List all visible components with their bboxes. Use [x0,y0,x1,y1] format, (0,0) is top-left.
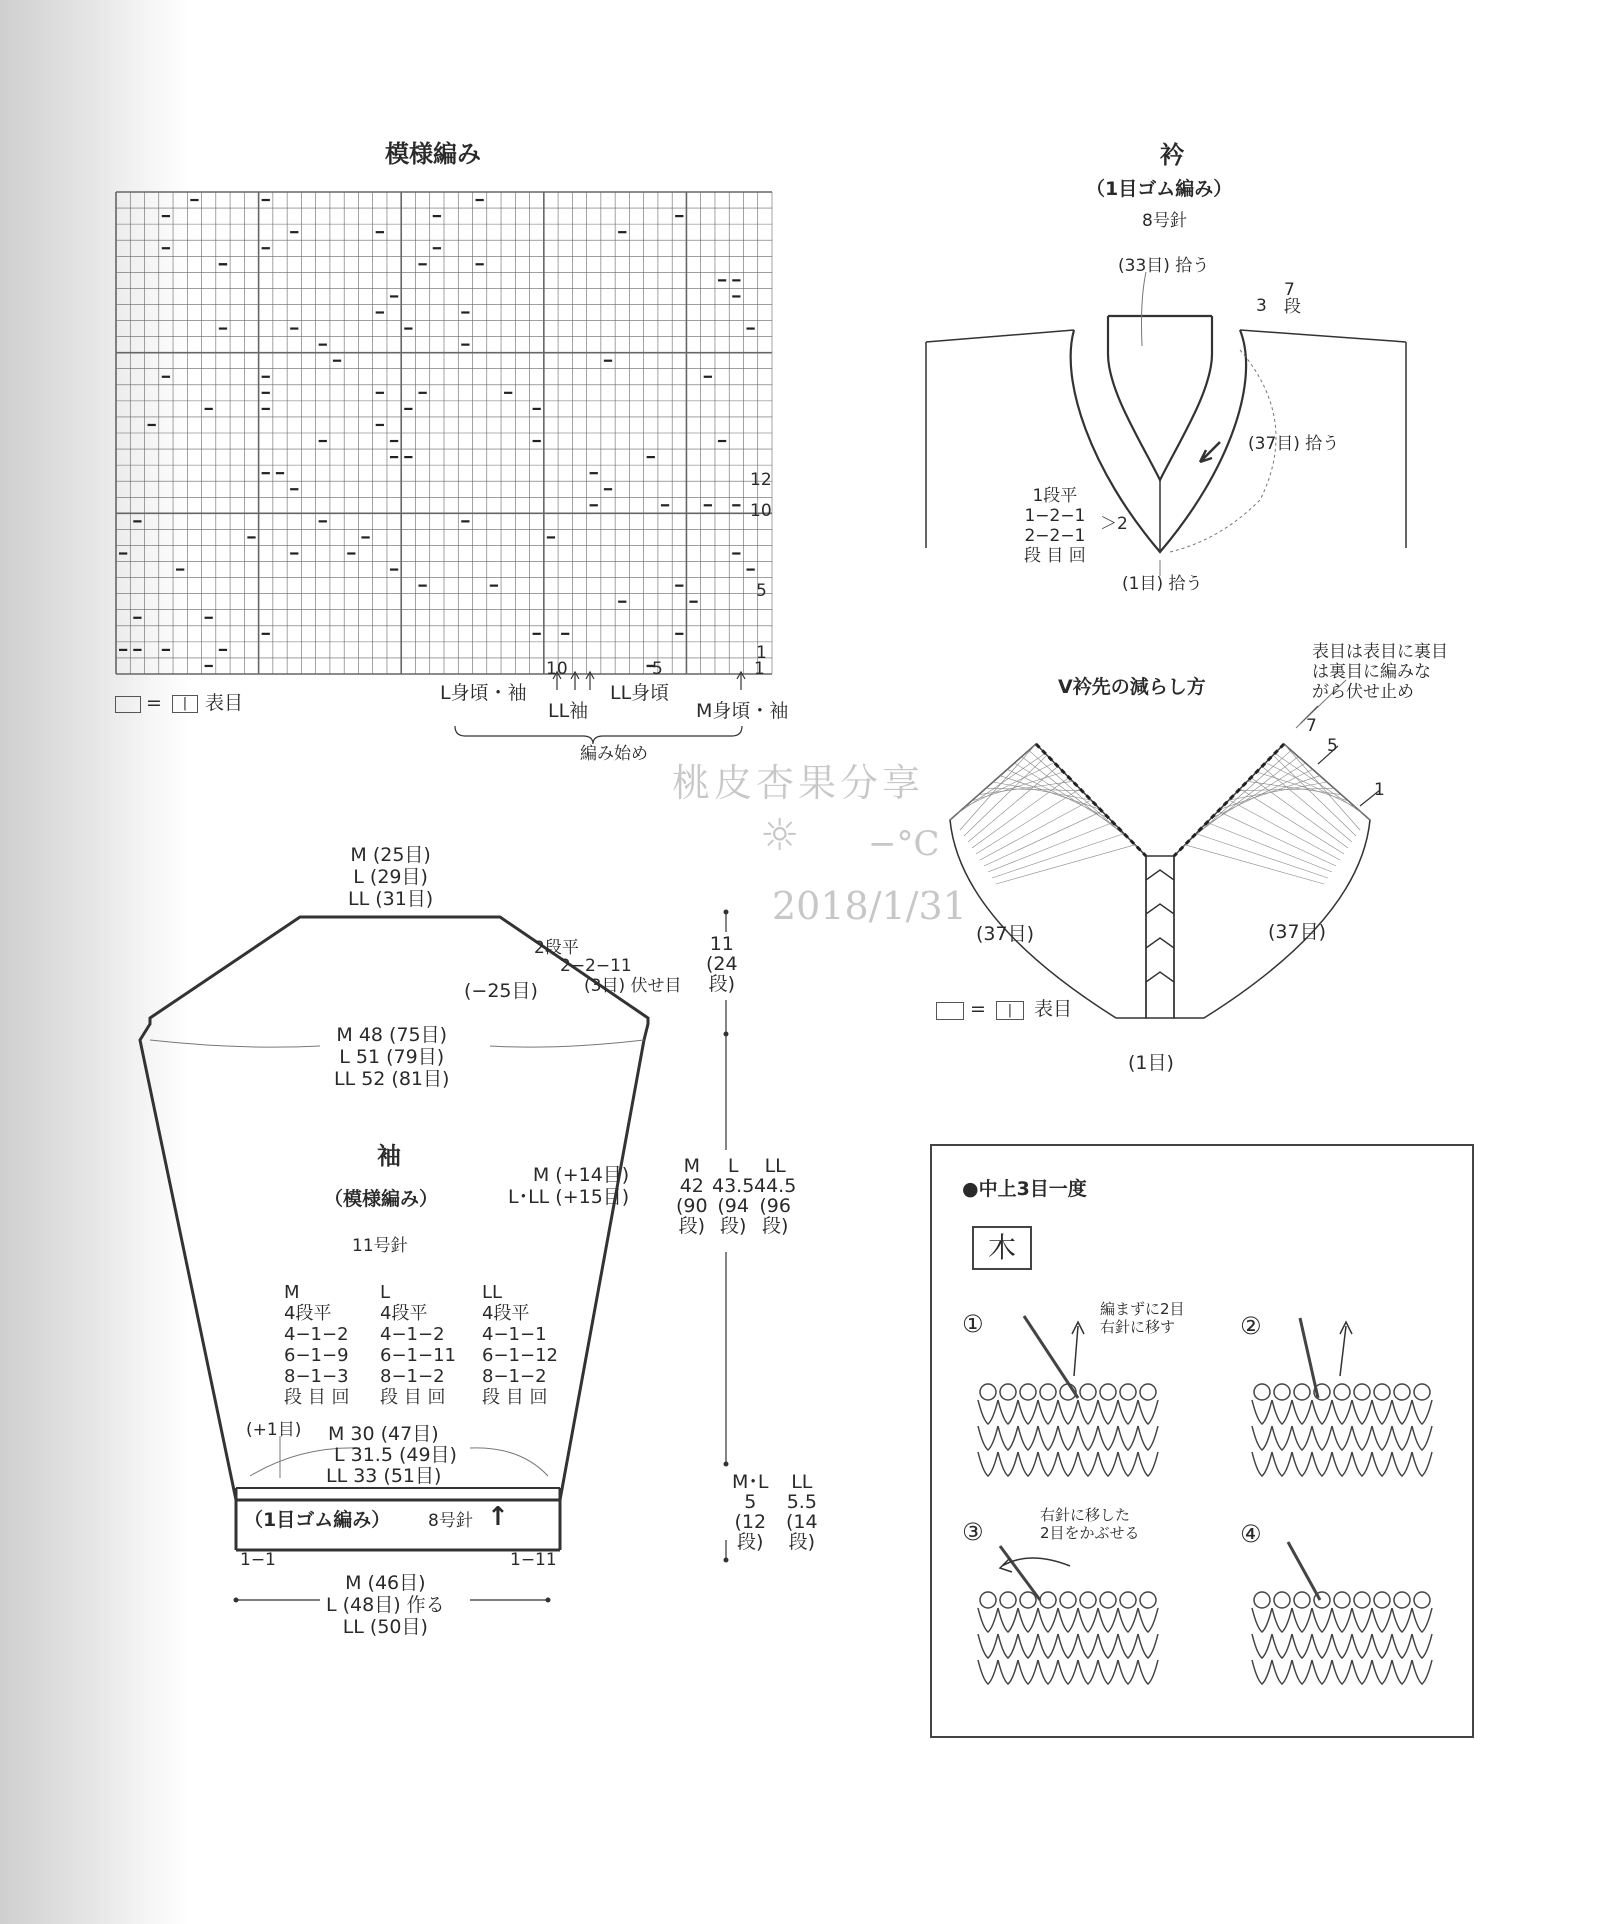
vneck-left-count: (37目) [976,923,1035,945]
collar-outer [1071,330,1246,552]
start-label-m-body-sleeve: M身頃・袖 [696,700,789,722]
vneck-center-column [1146,856,1174,1018]
collar-dec-line: 段 目 回 [1024,546,1086,566]
rib-size-label: LL [791,1471,813,1493]
dim-dot [724,1032,729,1037]
collar-title: 衿 [1160,141,1184,169]
step-number-3: ③ [962,1518,984,1546]
sleeve-top-count: L (29目) [353,866,428,888]
rib-height-value: 5 [744,1491,757,1513]
rib-width-line: L 31.5 (49目) [334,1444,457,1466]
knitting-direction-arrow-icon: ↑ [487,1502,509,1532]
collar-pickup-top-leader [1142,272,1147,346]
rib-increase: (+1目) [246,1420,302,1440]
step-number-2: ② [1240,1312,1262,1340]
collar-needle: 8号針 [1142,211,1187,231]
legend-equals-sign: = [146,692,162,714]
body-rows-unit: 段) [761,1215,789,1237]
collar-dec-line: 1−2−1 [1024,506,1086,526]
sleeve-top-count: LL (31目) [348,888,434,910]
sleeve-shaping-total: (−25目) [464,980,538,1002]
rib-rows-unit: 段) [737,1531,764,1553]
inc-table-row: 4段平 [380,1303,428,1324]
vneck-grid-line [1029,750,1137,846]
vneck-grid-line [1196,834,1328,878]
body-rows-unit: 段) [719,1215,747,1237]
body-height-value: 44.5 [754,1175,797,1197]
stitch-number-5: 5 [652,659,663,679]
start-label-l-body-sleeve: L身頃・袖 [440,682,527,704]
inc-table-row: 6−1−9 [284,1345,349,1366]
collar-dec-count: ＞2 [1100,514,1128,534]
vneck-row-mark-5: 5 [1327,736,1338,756]
collar-rows-unit: 7段 [1284,280,1301,317]
sleeve-increase-total [508,1164,629,1208]
dim-dot [546,1598,551,1603]
sleeve-needle: 11号針 [352,1236,408,1256]
body-rows-unit: 段) [678,1215,705,1237]
cdd-mark-icon [1146,972,1174,982]
inc-table-row: 6−1−12 [482,1345,558,1366]
dim-dot [724,910,729,915]
vneck-grid-line [984,811,1102,866]
legend-knit-label: 表目 [205,692,244,714]
sleeve-title: 袖 [377,1142,401,1170]
collar-pickup-side: (37目) 拾う [1248,434,1340,454]
rib-needle: 8号針 [428,1511,473,1531]
rib-size-label: M･L [732,1471,769,1493]
step1-note [1100,1300,1185,1336]
start-label-ll-sleeve: LL袖 [548,700,589,722]
vneck-right-count: (37目) [1268,921,1327,943]
vneck-note-line: がら伏せ止め [1312,682,1414,702]
rib-width-line: LL 33 (51目) [326,1465,442,1487]
vneck-legend-equals: = [970,998,986,1020]
step3-note-line: 2目をかぶせる [1040,1524,1140,1542]
collar-decrease-table [1024,486,1086,566]
pattern-chart-title: 模様編み [385,140,481,168]
inc-table-l [380,1282,456,1408]
cap-height-unit: 段) [708,973,735,995]
vneck-grid-line [1218,811,1336,866]
shoulder-left [926,330,1074,342]
step-number-1: ① [962,1310,984,1338]
watermark-sun-icon: ☼ [760,810,800,861]
vneck-row-mark-7: 7 [1306,716,1317,736]
body-size-label: M [683,1155,700,1177]
step1-note-line: 右針に移す [1100,1318,1176,1336]
cap-height-rows: (24 [706,953,738,975]
step1-note-line: 編まずに2目 [1100,1300,1185,1318]
sleeve-top-count: M (25目) [350,844,431,866]
stitch-number-10: 10 [546,659,568,679]
body-size-label: LL [764,1155,786,1177]
vneck-grid-line [1207,822,1332,872]
cdd-mark-icon [1146,904,1174,914]
cdd-mark-icon [1146,938,1174,948]
dim-dot [724,1558,729,1563]
rib-height-m-l [732,1472,768,1552]
vneck-legend-blank-icon [936,1002,964,1020]
body-height-value: 43.5 [712,1175,755,1197]
sleeve-cap-width-line: L 51 (79目) [339,1046,445,1068]
vneck-note-line: は裏目に編みな [1312,662,1431,682]
rib-rows-unit: 段) [788,1531,815,1553]
cast-on-counts [326,1572,445,1638]
inc-table-row: 4−1−2 [284,1324,349,1345]
inc-table-size: L [380,1282,391,1303]
knit-stitch-symbol-icon: | [172,695,198,713]
vneck-note [1312,642,1448,702]
rib-height-ll [786,1472,818,1552]
cast-on-line: LL (50目) [342,1616,428,1638]
cdd-mark-icon [1146,870,1174,880]
vneck-legend-label: 表目 [1034,998,1073,1020]
vneck-grid-line [1022,757,1128,838]
body-height-m [676,1156,708,1236]
sleeve-cap-width-line: LL 52 (81目) [334,1068,450,1090]
sleeve-increase-line: L･LL (+15目) [508,1186,630,1208]
body-rows-value: (90 [676,1195,708,1217]
rib-width-line: M 30 (47目) [328,1423,439,1445]
cap-height-label [706,934,738,994]
vneck-row-mark-1: 1 [1374,780,1385,800]
body-rows-value: (94 [717,1195,749,1217]
stitch-number-1: 1 [754,659,765,679]
sleeve-cap-width-line: M 48 (75目) [336,1024,448,1046]
collar-pickup-top: (33目) 拾う [1118,256,1210,276]
row-number-1: 1 [756,643,767,663]
cap-height-value: 11 [709,933,734,955]
collar-method: （1目ゴム編み） [1086,178,1233,200]
watermark-temp: −°C [868,824,940,864]
row-number-5: 5 [756,581,767,601]
row-number-10: 10 [750,501,772,521]
sleeve-shaping-line: 2段平 [534,938,579,958]
sleeve-top-counts [348,844,433,910]
inc-table-row: 4−1−1 [482,1324,547,1345]
body-height-ll [754,1156,796,1236]
inc-table-row: 4段平 [284,1303,332,1324]
inc-table-row: 6−1−11 [380,1345,456,1366]
sleeve-shaping-line: 2−2−11 [560,956,632,976]
body-rows-value: (96 [759,1195,791,1217]
row-number-12: 12 [750,470,772,490]
rib-mark-left: 1−1 [240,1550,276,1570]
sleeve-cap-width [334,1024,449,1090]
inc-table-size: M [284,1282,300,1303]
start-caption: 編み始め [580,744,648,764]
collar-dec-line: 1段平 [1032,486,1078,506]
body-size-label: L [727,1155,739,1177]
vneck-grid-line [1183,750,1291,846]
vneck-grid-line [1192,757,1298,838]
vneck-center-count: (1目) [1128,1052,1174,1074]
collar-rows-value: 3 [1256,296,1267,316]
sleeve-method: （模様編み） [324,1188,439,1210]
start-label-ll-body: LL身頃 [610,682,670,704]
dim-dot [724,1462,729,1467]
collar-inner [1108,346,1212,480]
rib-height-value: 5.5 [786,1491,817,1513]
vneck-grid-line [988,822,1113,872]
inc-table-size: LL [482,1282,503,1303]
inc-table-row: 4−1−2 [380,1324,445,1345]
inc-table-ll [482,1282,558,1408]
inc-table-row: 8−1−3 [284,1366,349,1387]
inc-table-row: 8−1−2 [380,1366,445,1387]
sleeve-shaping-line: (3目) 伏せ目 [584,976,682,996]
vneck-grid-line [1000,776,1100,810]
watermark-text: 桃皮杏果分享 [672,761,925,805]
collar-direction-arrow-icon [1200,442,1220,462]
inc-table-row: 段 目 回 [482,1387,548,1408]
cdd-symbol-icon: 木 [972,1226,1032,1270]
vneck-knit-symbol-icon: | [996,1001,1024,1020]
vneck-title: V衿先の減らし方 [1058,676,1206,698]
inc-table-row: 4段平 [482,1303,530,1324]
cast-on-line: M (46目) [345,1572,426,1594]
rib-mark-right: 1−11 [510,1550,557,1570]
watermark-date: 2018/1/31 [772,884,967,928]
vneck-grid-line [1240,789,1344,854]
body-height-l [712,1156,754,1236]
collar-pickup-bottom: (1目) 拾う [1122,574,1203,594]
rib-rows-value: (12 [734,1511,767,1533]
vneck-grid-line [976,789,1080,854]
shoulder-right [1240,330,1406,342]
vneck-note-line: 表目は表目に裏目 [1312,642,1448,662]
rib-method: （1目ゴム編み） [244,1509,391,1531]
inc-table-m [284,1282,349,1408]
legend-blank-square-icon [115,696,141,713]
dim-dot [234,1598,239,1603]
howto-title: ●中上3目一度 [962,1178,1087,1200]
cast-on-line: L (48目) 作る [326,1594,445,1616]
rib-width [328,1424,457,1487]
inc-table-row: 段 目 回 [380,1387,446,1408]
step-number-4: ④ [1240,1520,1262,1548]
body-height-value: 42 [679,1175,704,1197]
start-bracket [455,726,742,744]
step3-note [1040,1506,1140,1542]
sleeve-increase-line: M (+14目) [532,1164,630,1186]
vneck-grid-line [1220,776,1320,810]
step3-note-line: 右針に移した [1040,1506,1131,1524]
inc-table-row: 8−1−2 [482,1366,547,1387]
rib-rows-value: (14 [786,1511,818,1533]
vneck-grid-line [992,834,1124,878]
inc-table-row: 段 目 回 [284,1387,350,1408]
collar-dec-line: 2−2−1 [1024,526,1086,546]
